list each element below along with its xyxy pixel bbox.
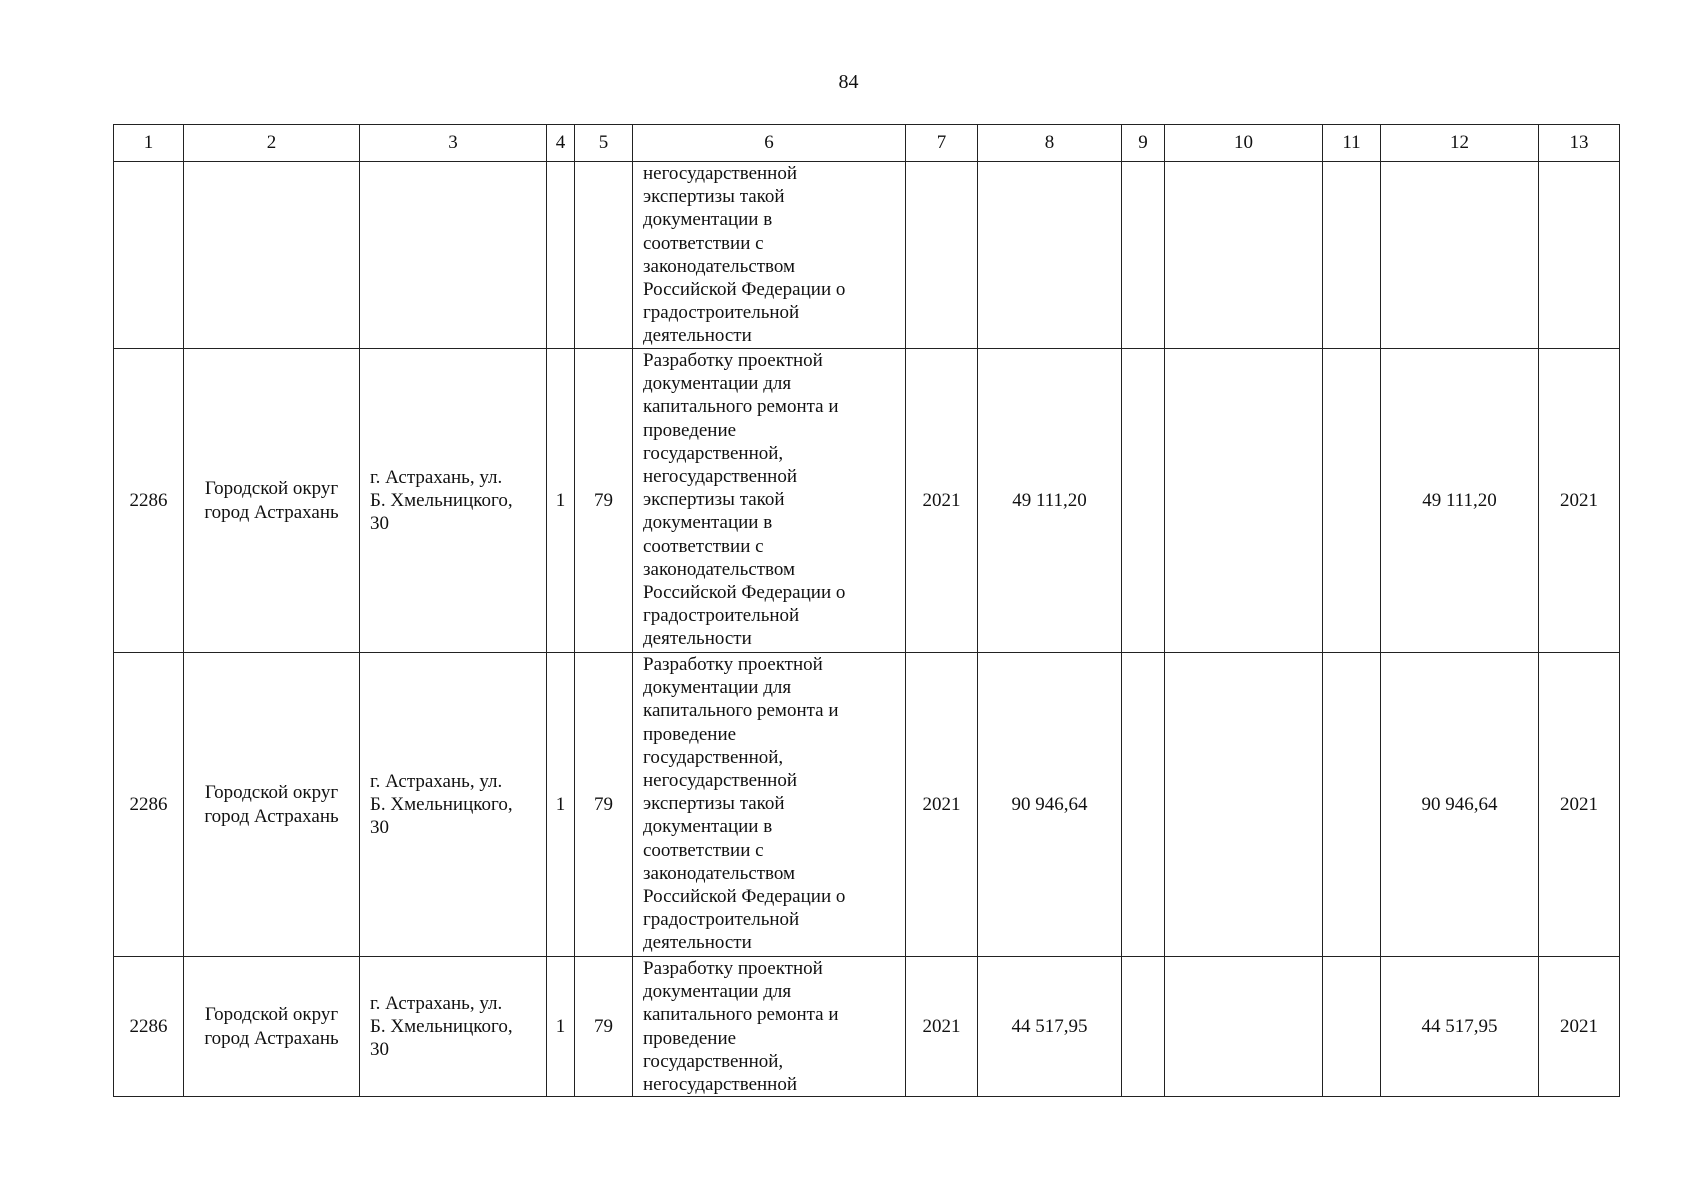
amount-total-cell: 44 517,95 [1381,957,1539,1097]
table-cell [1381,162,1539,349]
table-cell [1323,162,1381,349]
description-cell [633,957,906,1097]
table-row [114,349,1620,653]
column-header-1: 1 [114,125,184,162]
col9-cell [1122,349,1165,653]
page-number: 84 [838,71,859,93]
amount-cell: 44 517,95 [978,957,1122,1097]
col4-cell: 1 [547,957,575,1097]
col5-cell: 79 [575,349,633,653]
column-header-6: 6 [633,125,906,162]
address-cell [360,653,547,957]
address-text: г. Астрахань, ул. Б. Хмельницкого, 30 [370,770,513,839]
row-number-cell: 2286 [114,957,184,1097]
col5-cell: 79 [575,957,633,1097]
completion-year-cell: 2021 [1539,653,1620,957]
table-cell [1165,162,1323,349]
table-cell [547,162,575,349]
column-header-7: 7 [906,125,978,162]
column-header-10: 10 [1165,125,1323,162]
column-header-5: 5 [575,125,633,162]
completion-year-cell: 2021 [1539,349,1620,653]
municipality-text: Городской округ город Астрахань [204,782,339,827]
data-table [113,124,1620,1097]
table-row [114,957,1620,1097]
address-text: г. Астрахань, ул. Б. Хмельницкого, 30 [370,466,513,535]
table-cell [114,162,184,349]
description-text: негосударственной экспертизы такой документации в соответствии с законодательством Российской Федерации о градостроительной деятельности [643,163,846,347]
col11-cell [1323,349,1381,653]
description-cell [633,653,906,957]
column-header-13: 13 [1539,125,1620,162]
amount-total-cell: 90 946,64 [1381,653,1539,957]
column-header-8: 8 [978,125,1122,162]
col10-cell [1165,653,1323,957]
table-cell [1539,162,1620,349]
table-row [114,653,1620,957]
description-text: Разработку проектной документации для капитального ремонта и проведение государственной, негосударственной экспертизы такой документации в соответствии с законодательством Российской Федерации о градостроительной деятельности [643,350,846,650]
column-header-4: 4 [547,125,575,162]
address-cell [360,957,547,1097]
col11-cell [1323,957,1381,1097]
amount-cell: 90 946,64 [978,653,1122,957]
col4-cell: 1 [547,349,575,653]
year-cell: 2021 [906,653,978,957]
col4-cell: 1 [547,653,575,957]
col10-cell [1165,349,1323,653]
municipality-cell [184,957,360,1097]
municipality-text: Городской округ город Астрахань [204,1004,339,1049]
column-header-2: 2 [184,125,360,162]
address-cell [360,349,547,653]
table-row-continuation [114,162,1620,349]
municipality-cell [184,349,360,653]
description-text: Разработку проектной документации для капитального ремонта и проведение государственной, негосударственной экспертизы такой документации в соответствии с законодательством Российской Федерации о градостроительной деятельности [643,654,846,954]
column-header-3: 3 [360,125,547,162]
row-number-cell: 2286 [114,349,184,653]
amount-total-cell: 49 111,20 [1381,349,1539,653]
col9-cell [1122,957,1165,1097]
col5-cell: 79 [575,653,633,957]
col10-cell [1165,957,1323,1097]
table-cell [184,162,360,349]
row-number-cell: 2286 [114,653,184,957]
column-header-12: 12 [1381,125,1539,162]
description-text: Разработку проектной документации для капитального ремонта и проведение государственной, негосударственной [643,958,839,1096]
year-cell: 2021 [906,957,978,1097]
address-text: г. Астрахань, ул. Б. Хмельницкого, 30 [370,992,513,1061]
table-cell [575,162,633,349]
municipality-cell [184,653,360,957]
table-cell [978,162,1122,349]
column-header-9: 9 [1122,125,1165,162]
description-cell [633,349,906,653]
table-cell [1122,162,1165,349]
col11-cell [1323,653,1381,957]
municipality-text: Городской округ город Астрахань [204,478,339,523]
table-cell [360,162,547,349]
completion-year-cell: 2021 [1539,957,1620,1097]
header-row [114,125,1620,162]
amount-cell: 49 111,20 [978,349,1122,653]
column-header-11: 11 [1323,125,1381,162]
year-cell: 2021 [906,349,978,653]
col9-cell [1122,653,1165,957]
table-cell [906,162,978,349]
description-cell [633,162,906,349]
